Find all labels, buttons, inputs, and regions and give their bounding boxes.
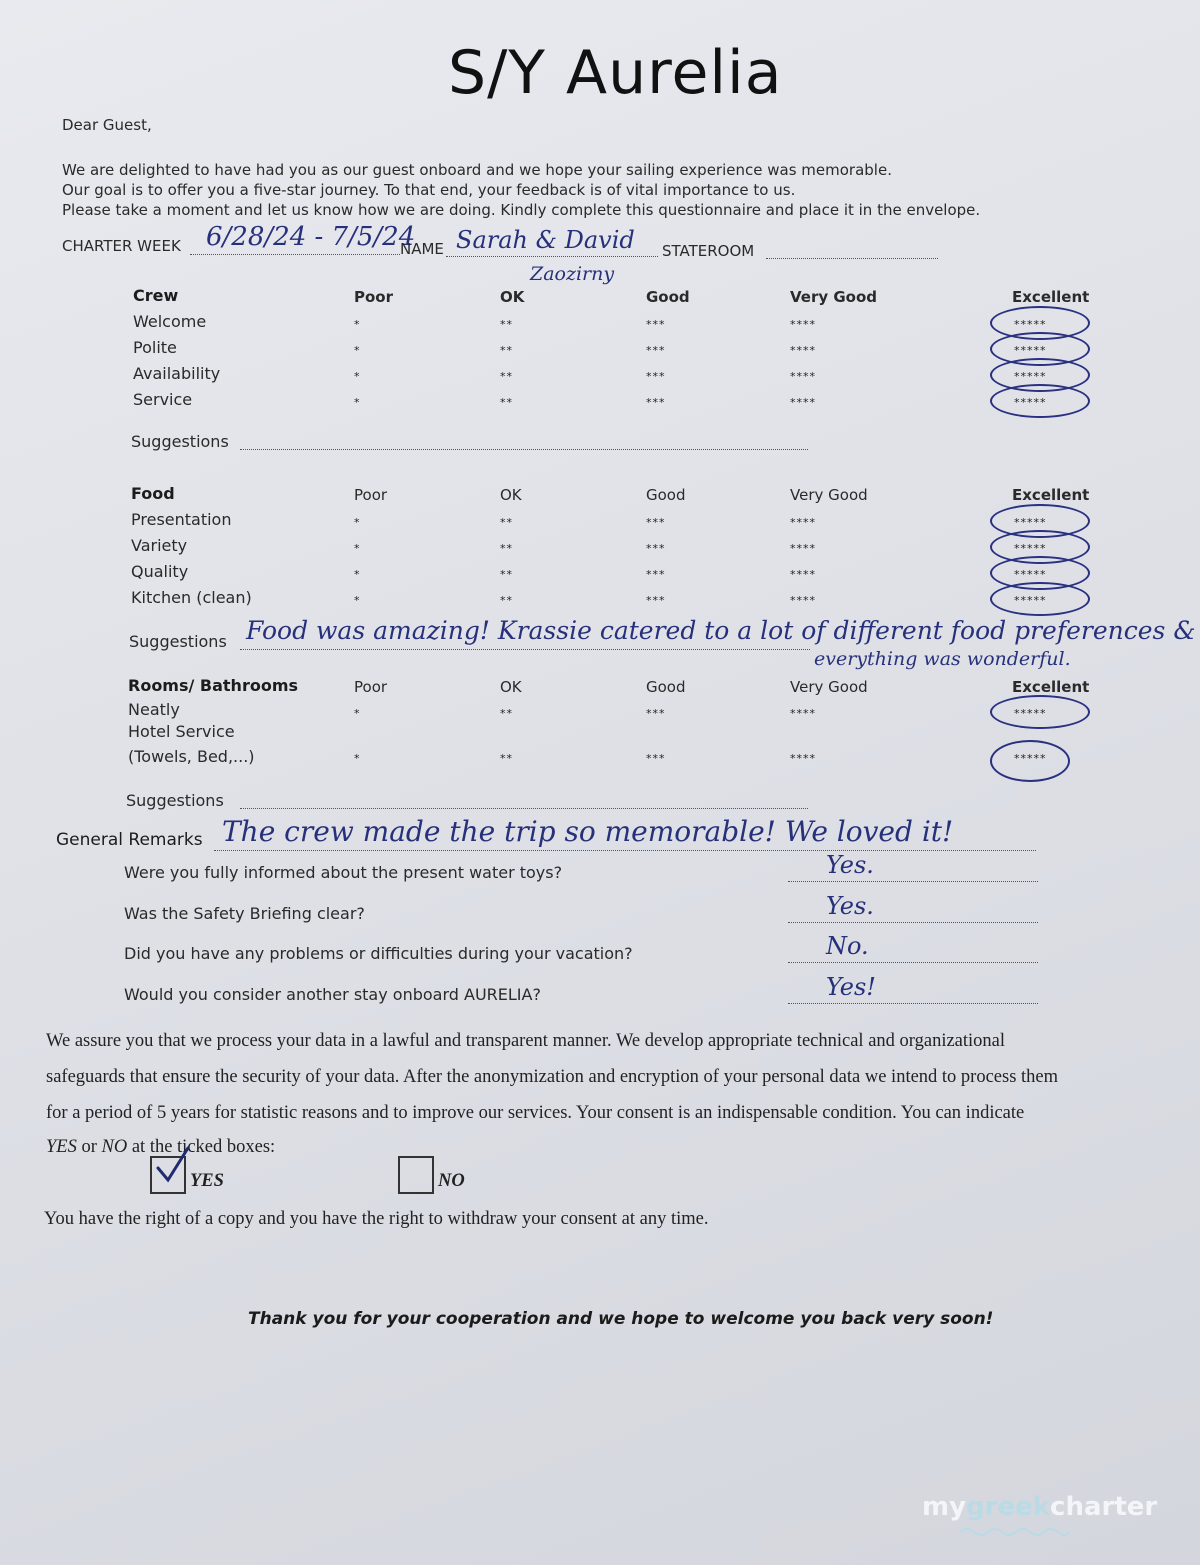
rating-option-4-stars[interactable]: **** (790, 594, 816, 607)
rating-option-5-stars[interactable]: ***** (1014, 752, 1047, 765)
suggestions-label: Suggestions (131, 432, 229, 451)
rating-option-4-stars[interactable]: **** (790, 344, 816, 357)
wave-icon (960, 1526, 1070, 1538)
rating-option-2-stars[interactable]: ** (500, 396, 513, 409)
rating-option-5-stars[interactable]: ***** (1014, 318, 1047, 331)
question-text: Did you have any problems or difficulties during your vacation? (124, 944, 633, 963)
rating-row-label: Availability (133, 364, 221, 383)
name-value-line1[interactable]: Sarah & David (456, 226, 635, 254)
consent-yes-label: YES (190, 1171, 224, 1191)
rating-option-1-stars[interactable]: * (354, 752, 361, 765)
privacy-line-3: for a period of 5 years for statistic reasons and to improve our services. Your consent is an indispensable condition. You can indicate (46, 1103, 1025, 1123)
logo-part-my: my (922, 1492, 967, 1522)
column-header-poor: Poor (354, 486, 388, 504)
rating-option-5-stars[interactable]: ***** (1014, 344, 1047, 357)
rating-option-2-stars[interactable]: ** (500, 318, 513, 331)
rating-option-4-stars[interactable]: **** (790, 707, 816, 720)
privacy-line-2: safeguards that ensure the security of your data. After the anonymization and encryption of your personal data we intend to process them (46, 1067, 1059, 1087)
answer-value[interactable]: Yes! (826, 973, 876, 1001)
rating-option-2-stars[interactable]: ** (500, 516, 513, 529)
rating-option-4-stars[interactable]: **** (790, 568, 816, 581)
answer-value[interactable]: Yes. (826, 892, 874, 920)
rating-option-5-stars[interactable]: ***** (1014, 568, 1047, 581)
consent-yes-checkbox[interactable] (150, 1156, 186, 1194)
question-text: Was the Safety Briefing clear? (124, 904, 365, 923)
food-suggestions-line-2[interactable]: everything was wonderful. (814, 648, 1071, 670)
rating-option-3-stars[interactable]: *** (646, 318, 666, 331)
column-header-very-good: Very Good (790, 678, 868, 696)
rating-option-3-stars[interactable]: *** (646, 594, 666, 607)
column-header-poor: Poor (354, 678, 388, 696)
rating-option-5-stars[interactable]: ***** (1014, 396, 1047, 409)
rating-row-label: Kitchen (clean) (131, 588, 252, 607)
rating-option-3-stars[interactable]: *** (646, 542, 666, 555)
suggestions-line[interactable] (240, 808, 808, 809)
answer-line[interactable] (788, 881, 1038, 882)
rating-row-label: Service (133, 390, 193, 409)
rating-row-label: Variety (131, 536, 188, 555)
mygreekcharter-logo (922, 1492, 1157, 1522)
column-header-excellent: Excellent (1012, 678, 1090, 696)
name-label: NAME (400, 240, 444, 258)
rating-option-1-stars[interactable]: * (354, 318, 361, 331)
rating-option-5-stars[interactable]: ***** (1014, 542, 1047, 555)
salutation: Dear Guest, (62, 116, 152, 134)
charter-week-value[interactable]: 6/28/24 - 7/5/24 (206, 222, 416, 252)
column-header-excellent: Excellent (1012, 288, 1090, 306)
rating-option-3-stars[interactable]: *** (646, 516, 666, 529)
rating-option-2-stars[interactable]: ** (500, 344, 513, 357)
rating-row-label: Neatly (128, 700, 180, 719)
stateroom-label: STATEROOM (662, 242, 755, 260)
rating-row-label: Polite (133, 338, 177, 357)
rating-option-5-stars[interactable]: ***** (1014, 516, 1047, 529)
column-header-ok: OK (500, 288, 525, 306)
column-header-good: Good (646, 486, 686, 504)
column-header-ok: OK (500, 486, 522, 504)
intro-line-1: We are delighted to have had you as our guest onboard and we hope your sailing experience was memorable. (62, 161, 892, 179)
rating-option-4-stars[interactable]: **** (790, 752, 816, 765)
suggestions-label: Suggestions (126, 791, 224, 810)
rating-option-4-stars[interactable]: **** (790, 370, 816, 383)
rating-row-label: (Towels, Bed,...) (128, 747, 255, 766)
column-header-excellent: Excellent (1012, 486, 1090, 504)
privacy-or-word: or (76, 1137, 102, 1157)
closing-message: Thank you for your cooperation and we hope to welcome you back very soon! (248, 1309, 994, 1329)
checkmark-icon (154, 1146, 190, 1190)
privacy-line-4-rest: at the ticked boxes: (127, 1137, 276, 1157)
answer-value[interactable]: No. (826, 932, 869, 960)
consent-no-label: NO (438, 1171, 465, 1191)
section-heading: Food (131, 484, 175, 503)
selected-rating-circle (990, 582, 1090, 616)
rating-option-5-stars[interactable]: ***** (1014, 594, 1047, 607)
charter-week-line (190, 254, 400, 255)
rating-option-5-stars[interactable]: ***** (1014, 370, 1047, 383)
privacy-no-word: NO (101, 1137, 128, 1157)
intro-line-3: Please take a moment and let us know how we are doing. Kindly complete this questionnaire and place it in the envelope. (62, 201, 981, 219)
general-remarks-line (214, 850, 1036, 851)
general-remarks-value[interactable]: The crew made the trip so memorable! We loved it! (222, 815, 954, 848)
rating-option-1-stars[interactable]: * (354, 568, 361, 581)
rating-option-3-stars[interactable]: *** (646, 568, 666, 581)
column-header-poor: Poor (354, 288, 394, 306)
document-title: S/Y Aurelia (448, 38, 783, 108)
rating-option-1-stars[interactable]: * (354, 707, 361, 720)
rating-row-label: Welcome (133, 312, 207, 331)
rating-option-3-stars[interactable]: *** (646, 370, 666, 383)
rating-option-1-stars[interactable]: * (354, 594, 361, 607)
rating-option-1-stars[interactable]: * (354, 370, 361, 383)
section-heading: Rooms/ Bathrooms (128, 676, 299, 695)
rating-option-3-stars[interactable]: *** (646, 752, 666, 765)
intro-line-2: Our goal is to offer you a five-star journey. To that end, your feedback is of vital importance to us. (62, 181, 796, 199)
rating-option-3-stars[interactable]: *** (646, 396, 666, 409)
logo-part-greek: greek (966, 1492, 1051, 1522)
question-text: Were you fully informed about the present water toys? (124, 863, 563, 882)
answer-line[interactable] (788, 922, 1038, 923)
column-header-ok: OK (500, 678, 522, 696)
rating-option-2-stars[interactable]: ** (500, 542, 513, 555)
rating-option-4-stars[interactable]: **** (790, 318, 816, 331)
column-header-very-good: Very Good (790, 288, 878, 306)
name-line (446, 256, 658, 257)
rating-option-2-stars[interactable]: ** (500, 370, 513, 383)
rating-option-1-stars[interactable]: * (354, 542, 361, 555)
rating-row-label: Quality (131, 562, 189, 581)
rating-option-4-stars[interactable]: **** (790, 396, 816, 409)
suggestions-value[interactable]: Food was amazing! Krassie catered to a lot of different food preferences & (246, 616, 1196, 645)
logo-part-charter: charter (1050, 1492, 1158, 1522)
suggestions-line[interactable] (240, 449, 808, 450)
rating-option-3-stars[interactable]: *** (646, 344, 666, 357)
rating-option-1-stars[interactable]: * (354, 396, 361, 409)
answer-line[interactable] (788, 962, 1038, 963)
charter-week-label: CHARTER WEEK (62, 237, 181, 255)
rating-option-2-stars[interactable]: ** (500, 568, 513, 581)
rating-option-2-stars[interactable]: ** (500, 752, 513, 765)
rating-option-1-stars[interactable]: * (354, 516, 361, 529)
selected-rating-circle (990, 695, 1090, 729)
rating-option-3-stars[interactable]: *** (646, 707, 666, 720)
column-header-good: Good (646, 678, 686, 696)
rating-row-label: Hotel Service (128, 722, 235, 741)
consent-no-checkbox[interactable] (398, 1156, 434, 1194)
question-text: Would you consider another stay onboard AURELIA? (124, 985, 541, 1004)
selected-rating-circle (990, 384, 1090, 418)
rating-option-4-stars[interactable]: **** (790, 516, 816, 529)
suggestions-label: Suggestions (129, 632, 227, 651)
section-heading: Crew (133, 286, 179, 305)
column-header-good: Good (646, 288, 690, 306)
rating-option-4-stars[interactable]: **** (790, 542, 816, 555)
column-header-very-good: Very Good (790, 486, 868, 504)
suggestions-line[interactable] (240, 649, 810, 650)
general-remarks-label: General Remarks (56, 830, 203, 850)
answer-value[interactable]: Yes. (826, 851, 874, 879)
selected-rating-circle (990, 740, 1070, 782)
stateroom-line[interactable] (766, 258, 938, 259)
rating-row-label: Presentation (131, 510, 232, 529)
copy-rights-line: You have the right of a copy and you have the right to withdraw your consent at any time. (44, 1209, 709, 1229)
privacy-yes-word: YES (46, 1137, 77, 1157)
rating-option-2-stars[interactable]: ** (500, 594, 513, 607)
privacy-line-1: We assure you that we process your data in a lawful and transparent manner. We develop appropriate technical and organizational (46, 1031, 1006, 1051)
rating-option-5-stars[interactable]: ***** (1014, 707, 1047, 720)
answer-line[interactable] (788, 1003, 1038, 1004)
rating-option-2-stars[interactable]: ** (500, 707, 513, 720)
name-value-line2[interactable]: Zaozirny (530, 263, 615, 285)
rating-option-1-stars[interactable]: * (354, 344, 361, 357)
